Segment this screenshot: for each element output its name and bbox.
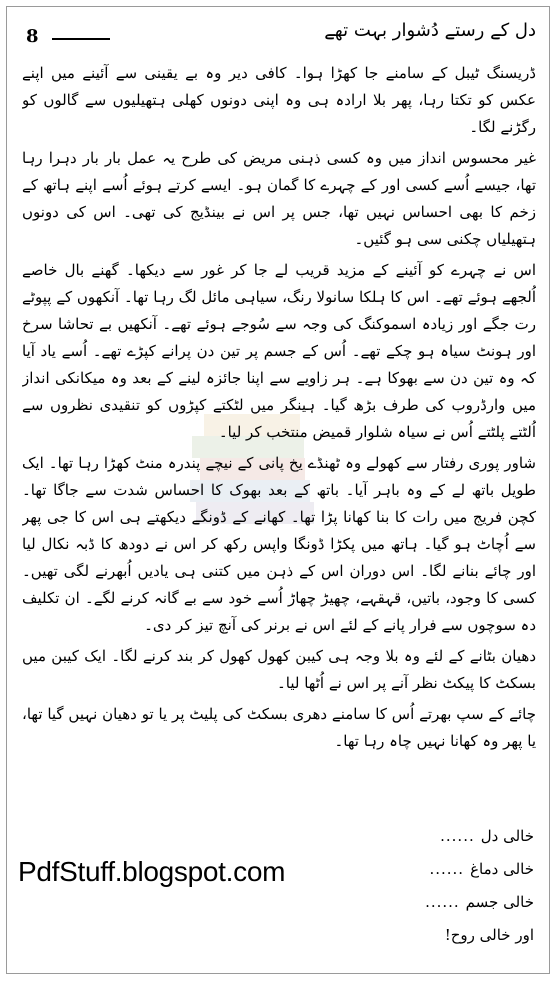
closing-line xyxy=(314,886,534,919)
ellipsis: ...... xyxy=(440,827,475,845)
closing-line xyxy=(314,820,534,853)
page-number: 8 xyxy=(26,26,39,47)
paragraph: دھیان بٹانے کے لئے وہ بلا وجہ ہی کیبن کھول کھول کر بند کرنے لگا۔ ایک کیبن میں بسکٹ کا پیکٹ نظر آنے پر اس نے اُٹھا لیا۔ xyxy=(22,647,536,692)
closing-line-text: خالی دل xyxy=(480,827,534,845)
closing-line-text: اور خالی روح! xyxy=(444,926,534,944)
closing-line-text: خالی جسم xyxy=(465,893,534,911)
running-title: دل کے رستے دُشوار بہت تھے xyxy=(324,20,536,41)
closing-lines xyxy=(314,820,534,952)
paragraph: ڈریسنگ ٹیبل کے سامنے جا کھڑا ہوا۔ کافی دیر وہ بے یقینی سے آئینے میں اپنے عکس کو تکتا رہا، پھر بلا ارادہ ہی وہ اپنی دونوں کھلی ہتھیلیوں سے گالوں کو رگڑنے لگا۔ xyxy=(22,64,536,136)
article-body xyxy=(22,60,536,820)
ellipsis: ...... xyxy=(425,893,460,911)
paragraph: اس نے چہرے کو آئینے کے مزید قریب لے جا کر غور سے دیکھا۔ گھنے بال خاصے اُلجھے ہوئے تھے۔ اس کا ہلکا سانولا رنگ، سیاہی مائل لگ رہا تھا۔ آنکھوں کے پپوٹے رت جگے اور زیادہ اسموکنگ کی وجہ سے سُوجے ہوئے تھے۔ آنکھیں بے تحاشا سرخ اور ہونٹ سیاہ ہو چکے تھے۔ اُس کے جسم پر تین دن پرانے کپڑے تھے۔ اُسے یاد آیا کہ وہ تین دن سے بھوکا ہے۔ ہر زاویے سے اپنا جائزہ لینے کے بعد وہ میکانکی انداز میں وارڈروب کی طرف بڑھ گیا۔ ہینگر میں لٹکتے کپڑوں کو تنقیدی نظروں سے اُلٹتے پلٹتے اُس نے سیاہ شلوار قمیض منتخب کر لیا۔ xyxy=(22,261,536,441)
closing-line xyxy=(314,919,534,952)
page-header xyxy=(12,12,546,56)
paragraph: شاور پوری رفتار سے کھولے وہ ٹھنڈے یخ پانی کے نیچے پندرہ منٹ کھڑا رہا تھا۔ ایک طویل باتھ لے کے وہ باہر آیا۔ باتھ کے بعد بھوک کا احساس شدت سے جاگا تھا۔ کچن فریج میں رات کا بنا کھانا پڑا تھا۔ کھانے کے ڈونگے دیکھتے ہی اس کا جی پھر سے اُچاٹ ہو گیا۔ ہاتھ میں پکڑا ڈونگا واپس رکھ کر اس نے دودھ کا ڈبہ نکال لیا اور چائے بنانے لگا۔ اس دوران اس کے ذہن میں کتنی ہی یادیں اُبھرنے لگی تھیں۔ کسی کا وجود، باتیں، قہقہے، چھیڑ چھاڑ اُسے خود سے بے گانہ کرنے لگے۔ ان تکلیف دہ سوچوں سے فرار پانے کے لئے اس نے برنر کی آنچ تیز کر دی۔ xyxy=(22,454,536,634)
closing-line xyxy=(314,853,534,886)
header-rule xyxy=(52,38,110,40)
site-watermark-label: PdfStuff.blogspot.com xyxy=(18,856,286,887)
ellipsis: ...... xyxy=(429,860,465,878)
paragraph: غیر محسوس انداز میں وہ کسی ذہنی مریض کی طرح یہ عمل بار بار دہرا رہا تھا، جیسے اُسے کسی اور کے چہرے کا گمان ہو۔ ایسے کرتے ہوئے اُسے اپنے ہاتھ کے زخم کا بھی احساس نہیں تھا، جس پر اس نے بینڈیج کی تھی۔ اس کی دونوں ہتھیلیاں چکنی سی ہو گئیں۔ xyxy=(22,149,536,248)
closing-line-text: خالی دماغ xyxy=(470,860,534,878)
paragraph: چائے کے سپ بھرتے اُس کا سامنے دھری بسکٹ کی پلیٹ پر یا تو دھیان نہیں گیا تھا، یا پھر وہ کھانا نہیں چاہ رہا تھا۔ xyxy=(22,705,536,750)
